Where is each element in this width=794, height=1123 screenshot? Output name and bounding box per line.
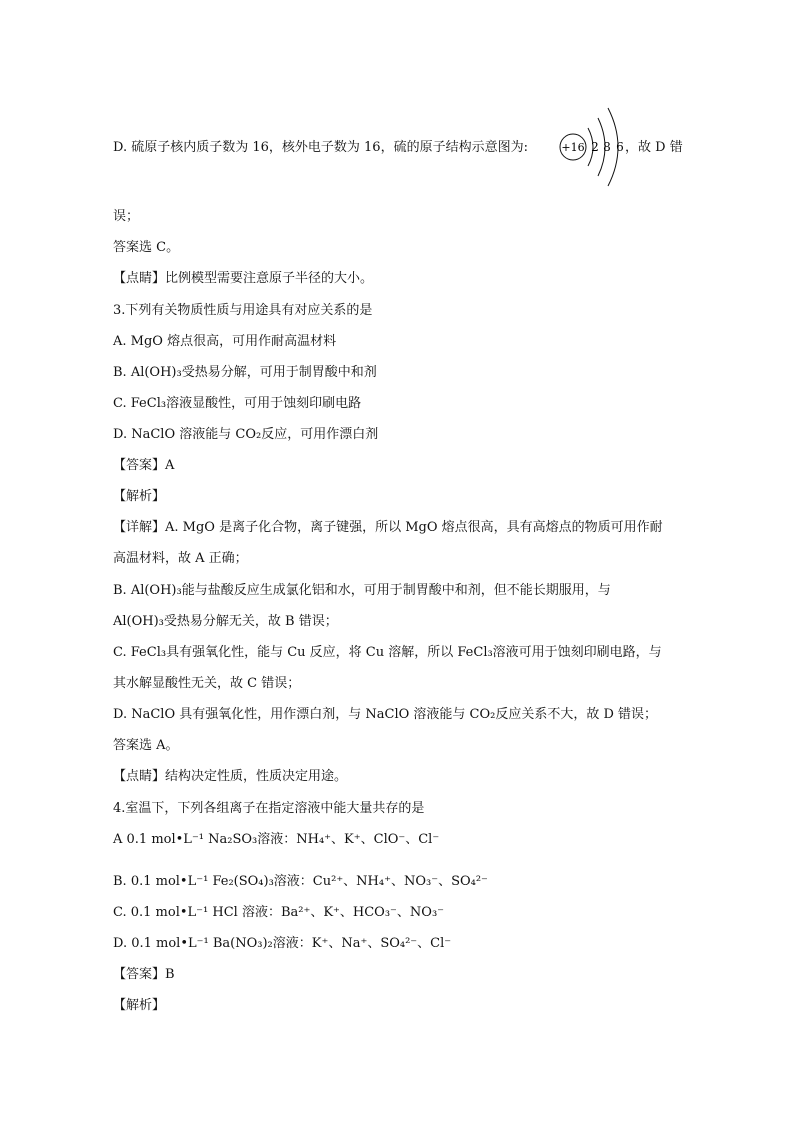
nucleus-charge: +16 (561, 141, 585, 154)
text-line: ，故 D 错 (625, 140, 683, 155)
text-line: Al(OH)₃受热易分解无关，故 B 错误； (113, 614, 338, 629)
option-line: B. 0.1 mol•L⁻¹ Fe₂(SO₄)₃溶液：Cu²⁺、NH₄⁺、NO₃⁻、SO₄²⁻ (113, 874, 488, 889)
text-line: 【详解】A. MgO 是离子化合物，离子键强，所以 MgO 熔点很高，具有高熔点的物质可用作耐 (113, 520, 663, 535)
option-line: D. NaClO 溶液能与 CO₂反应，可用作漂白剂 (113, 427, 379, 442)
shell-3-electrons: 6 (616, 140, 624, 154)
answer-line: 答案选 C。 (113, 240, 180, 255)
analysis-heading: 【解析】 (113, 489, 166, 504)
shell-2-electrons: 8 (603, 140, 611, 154)
text-line: D. 硫原子核内质子数为 16，核外电子数为 16，硫的原子结构示意图为: (113, 140, 528, 155)
text-line: 高温材料，故 A 正确； (113, 551, 248, 566)
tip-line: 【点睛】结构决定性质，性质决定用途。 (113, 769, 348, 784)
answer-line: 【答案】A (113, 458, 175, 473)
text-line: C. FeCl₃具有强氧化性，能与 Cu 反应，将 Cu 溶解，所以 FeCl₃溶液可用于蚀刻印刷电路，与 (113, 645, 662, 660)
option-line: C. FeCl₃溶液显酸性，可用于蚀刻印刷电路 (113, 396, 362, 411)
option-line: D. 0.1 mol•L⁻¹ Ba(NO₃)₂溶液：K⁺、Na⁺、SO₄²⁻、Cl⁻ (113, 936, 452, 951)
answer-line: 【答案】B (113, 967, 175, 982)
option-line: A 0.1 mol•L⁻¹ Na₂SO₃溶液：NH₄⁺、K⁺、ClO⁻、Cl⁻ (113, 832, 440, 847)
answer-line: 答案选 A。 (113, 738, 179, 753)
text-line: D. NaClO 具有强氧化性，用作漂白剂，与 NaClO 溶液能与 CO₂反应关系不大，故 D 错误； (113, 707, 658, 722)
tip-line: 【点睛】比例模型需要注意原子半径的大小。 (113, 271, 374, 286)
option-line: A. MgO 熔点很高，可用作耐高温材料 (113, 334, 337, 349)
text-line: B. Al(OH)₃能与盐酸反应生成氯化铝和水，可用于制胃酸中和剂，但不能长期服用，与 (113, 583, 611, 598)
text-line: 误； (113, 209, 140, 224)
text-line: 其水解显酸性无关，故 C 错误； (113, 676, 301, 691)
option-line: C. 0.1 mol•L⁻¹ HCl 溶液：Ba²⁺、K⁺、HCO₃⁻、NO₃⁻ (113, 905, 445, 920)
analysis-heading: 【解析】 (113, 998, 166, 1013)
question-title: 4.室温下，下列各组离子在指定溶液中能大量共存的是 (113, 801, 425, 816)
question-title: 3.下列有关物质性质与用途具有对应关系的是 (113, 303, 373, 318)
shell-1-electrons: 2 (591, 140, 599, 154)
option-line: B. Al(OH)₃受热易分解，可用于制胃酸中和剂 (113, 365, 377, 380)
